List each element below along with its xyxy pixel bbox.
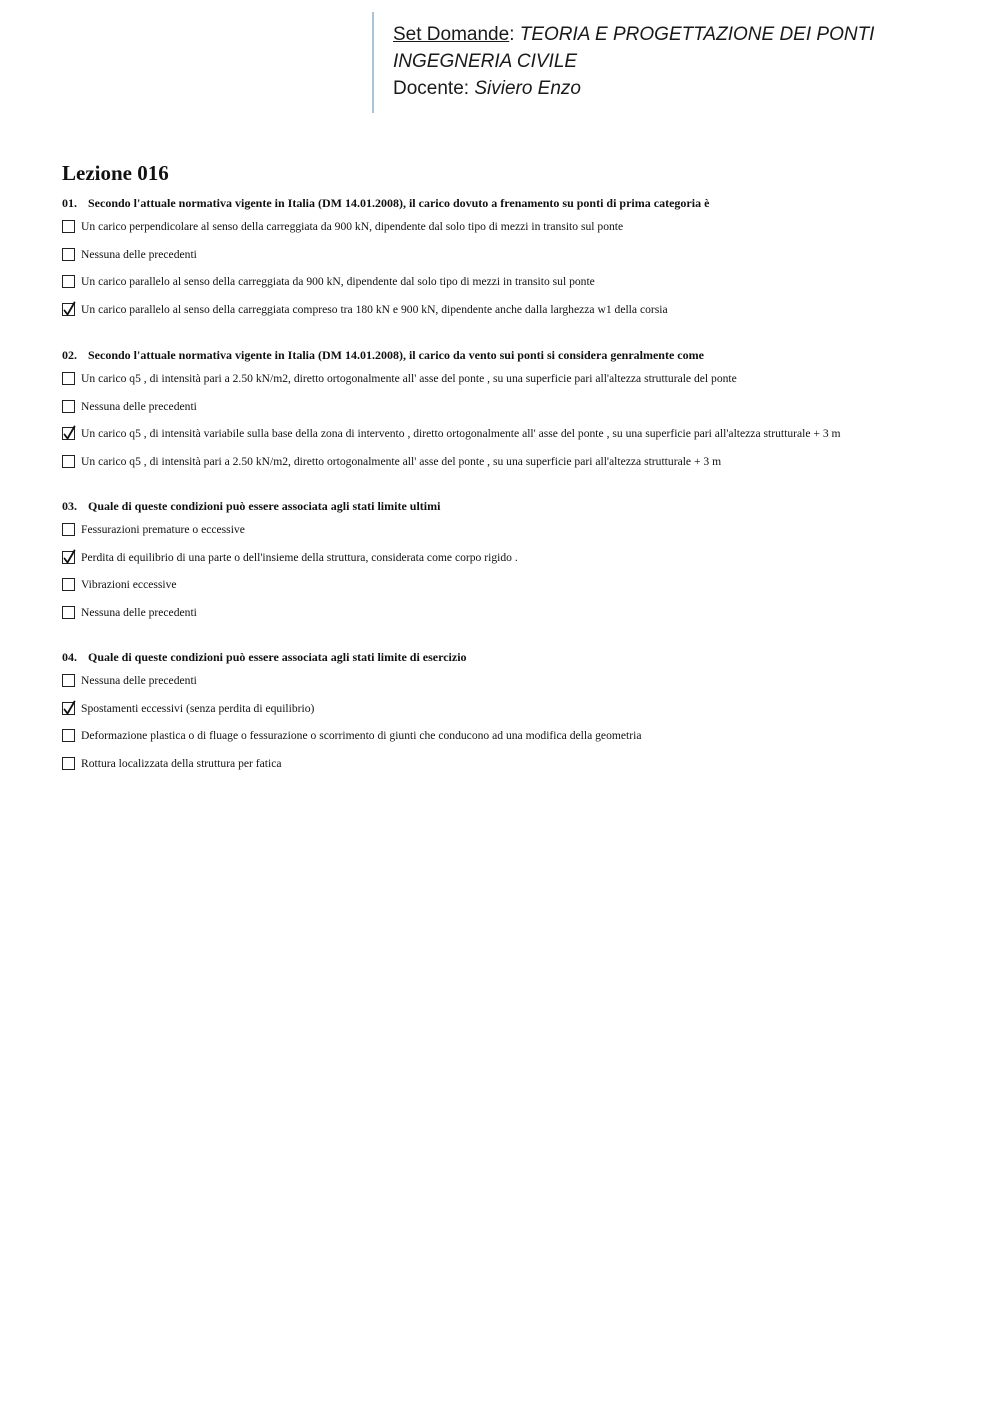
teacher-line [393, 75, 932, 102]
document-header [372, 12, 932, 113]
question-number: 04. [62, 650, 77, 664]
checkbox-icon[interactable] [62, 729, 75, 742]
answer-text: Rottura localizzata della struttura per fatica [81, 756, 282, 770]
answer-text: Nessuna delle precedenti [81, 247, 197, 261]
answer-option[interactable] [62, 418, 962, 446]
answer-text: Deformazione plastica o di fluage o fessurazione o scorrimento di giunti che conducono ad una modifica della geometria [81, 729, 642, 743]
answer-option[interactable] [62, 211, 962, 239]
answer-text: Un carico perpendicolare al senso della carreggiata da 900 kN, dipendente dal solo tipo di mezzi in transito sul ponte [81, 220, 624, 233]
checkbox-icon[interactable] [62, 523, 75, 536]
checkbox-icon[interactable] [62, 606, 75, 619]
question-block [62, 347, 962, 473]
course-title: TEORIA E PROGETTAZIONE DEI PONTI [519, 24, 875, 45]
teacher-label: Docente: [393, 78, 475, 99]
answer-text: Perdita di equilibrio di una parte o dell'insieme della struttura, considerata come corpo rigido . [81, 550, 518, 564]
checkbox-icon[interactable] [62, 275, 75, 288]
answer-option[interactable] [62, 514, 962, 542]
checkbox-icon[interactable] [62, 427, 75, 440]
checkbox-icon[interactable] [62, 757, 75, 770]
set-label: Set Domande [393, 24, 510, 45]
question-text: Quale di queste condizioni può essere associata agli stati limite ultimi [88, 499, 441, 513]
answer-text: Spostamenti eccessivi (senza perdita di equilibrio) [81, 701, 315, 715]
answer-option[interactable] [62, 446, 962, 474]
question-title [62, 649, 962, 665]
checkbox-icon[interactable] [62, 372, 75, 385]
answer-option[interactable] [62, 239, 962, 267]
checkmark-icon [62, 301, 76, 317]
answer-text: Fessurazioni premature o eccessive [81, 523, 245, 536]
question-title [62, 347, 962, 363]
answer-text: Un carico parallelo al senso della carreggiata da 900 kN, dipendente dal solo tipo di mezzi in transito sul ponte [81, 275, 595, 289]
answer-option[interactable] [62, 542, 962, 570]
checkmark-icon [62, 425, 76, 441]
checkbox-icon[interactable] [62, 578, 75, 591]
answer-option[interactable] [62, 391, 962, 419]
question-number: 02. [62, 348, 77, 362]
question-text: Secondo l'attuale normativa vigente in Italia (DM 14.01.2008), il carico da vento sui ponti si considera genralmente come [88, 348, 704, 362]
teacher-name: Siviero Enzo [474, 78, 581, 99]
set-line [393, 21, 932, 48]
answer-text: Un carico parallelo al senso della carreggiata compreso tra 180 kN e 900 kN, dipendente anche dalla larghezza w1 della corsia [81, 302, 668, 316]
answer-option[interactable] [62, 597, 962, 625]
answer-text: Nessuna delle precedenti [81, 605, 197, 619]
answer-option[interactable] [62, 363, 962, 391]
question-title [62, 195, 962, 211]
checkbox-icon[interactable] [62, 702, 75, 715]
answer-option[interactable] [62, 748, 962, 776]
answer-text: Vibrazioni eccessive [81, 578, 177, 592]
checkbox-icon[interactable] [62, 674, 75, 687]
question-block [62, 649, 962, 775]
checkmark-icon [62, 700, 76, 716]
answer-option[interactable] [62, 266, 962, 294]
answer-option[interactable] [62, 569, 962, 597]
lesson-title: Lezione 016 [62, 161, 169, 185]
answer-option[interactable] [62, 693, 962, 721]
answer-text: Nessuna delle precedenti [81, 674, 197, 687]
question-number: 01. [62, 196, 77, 210]
checkbox-icon[interactable] [62, 248, 75, 261]
course-subtitle: INGEGNERIA CIVILE [393, 51, 578, 72]
answer-option[interactable] [62, 720, 962, 748]
question-block [62, 498, 962, 624]
checkbox-icon[interactable] [62, 551, 75, 564]
question-text: Quale di queste condizioni può essere associata agli stati limite di esercizio [88, 650, 467, 664]
answer-text: Un carico q5 , di intensità pari a 2.50 kN/m2, diretto ortogonalmente all' asse del ponte , su una superficie pari all'altezza strutturale + 3 m [81, 454, 722, 468]
question-text: Secondo l'attuale normativa vigente in Italia (DM 14.01.2008), il carico dovuto a frenamento su ponti di prima categoria è [88, 196, 710, 210]
question-block [62, 195, 962, 321]
checkbox-icon[interactable] [62, 220, 75, 233]
checkbox-icon[interactable] [62, 400, 75, 413]
checkbox-icon[interactable] [62, 303, 75, 316]
checkbox-icon[interactable] [62, 455, 75, 468]
answer-option[interactable] [62, 665, 962, 693]
answer-text: Un carico q5 , di intensità variabile sulla base della zona di intervento , diretto ortogonalmente all' asse del ponte , su una superficie pari all'altezza strutturale + 3 m [81, 427, 841, 441]
question-number: 03. [62, 499, 77, 513]
answer-text: Nessuna delle precedenti [81, 399, 197, 413]
set-separator: : [509, 24, 520, 45]
answer-text: Un carico q5 , di intensità pari a 2.50 kN/m2, diretto ortogonalmente all' asse del ponte , su una superficie pari all'altezza strutturale del ponte [81, 372, 737, 385]
question-title [62, 498, 962, 514]
checkmark-icon [62, 549, 76, 565]
answer-option[interactable] [62, 294, 962, 322]
